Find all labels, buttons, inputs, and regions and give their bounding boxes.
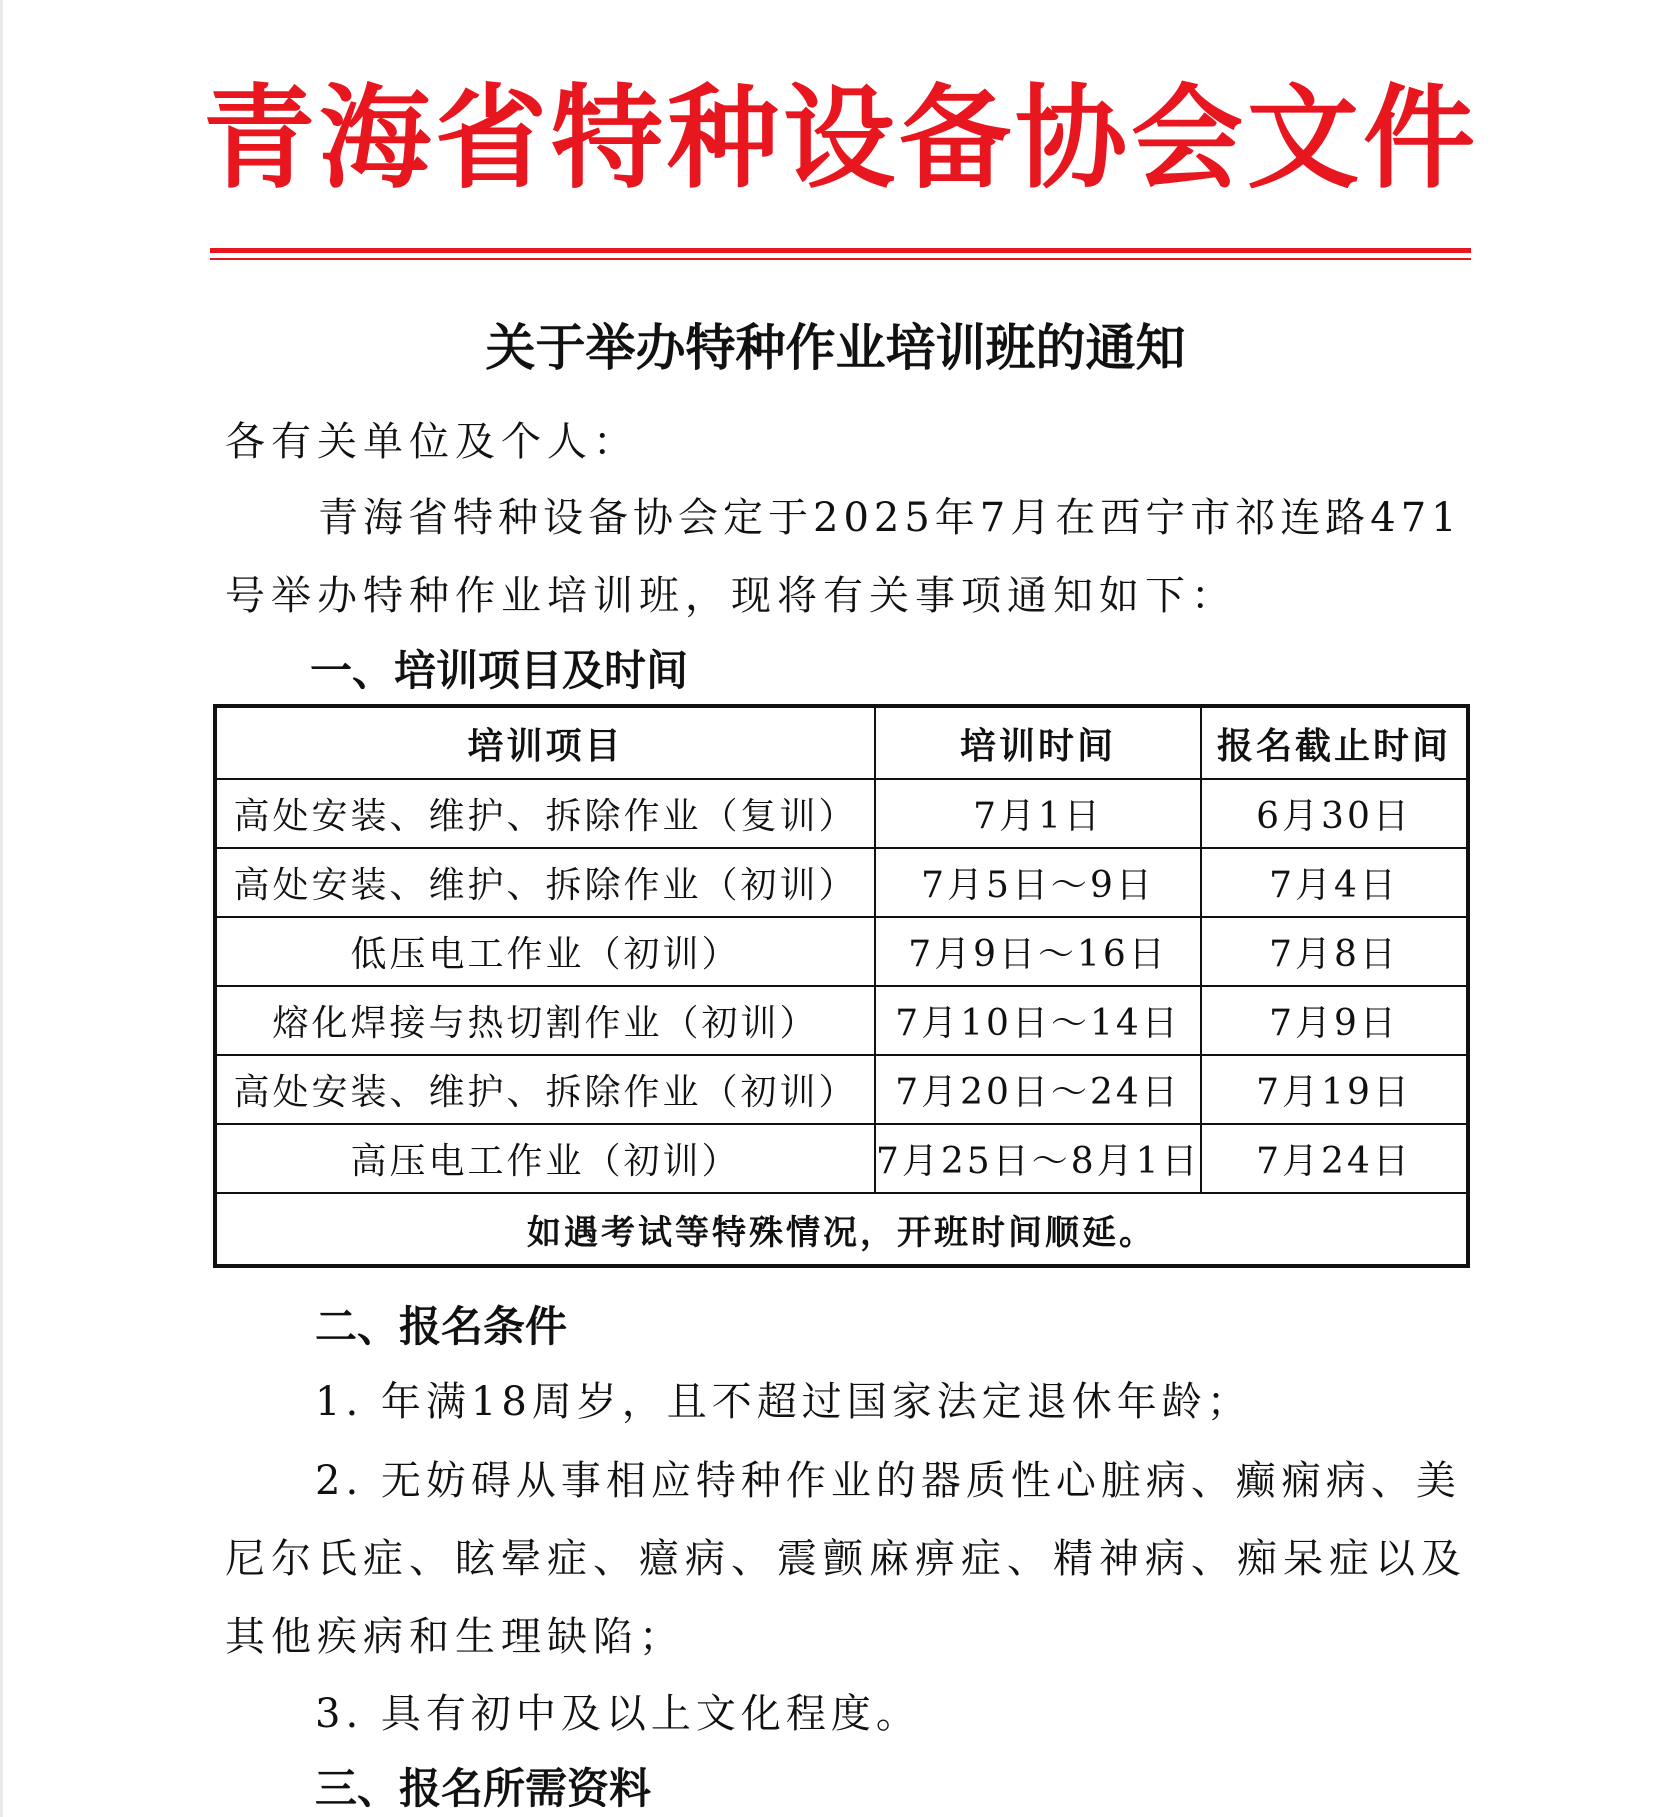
header-red-rule-thin: [210, 258, 1471, 260]
table-row: [215, 917, 1468, 986]
cell-project: 熔化焊接与热切割作业（初训）: [215, 986, 875, 1055]
cell-project: 高压电工作业（初训）: [215, 1124, 875, 1193]
table-note: 如遇考试等特殊情况，开班时间顺延。: [215, 1193, 1468, 1266]
header-red-rule: [210, 248, 1471, 253]
cell-time: 7月1日: [875, 779, 1201, 848]
table-row: [215, 986, 1468, 1055]
cell-project: 高处安装、维护、拆除作业（复训）: [215, 779, 875, 848]
section2-heading: 二、报名条件: [315, 1302, 568, 1351]
condition-item-2-line2: 尼尔氏症、眩晕症、癔病、震颤麻痹症、精神病、痴呆症以及: [225, 1536, 1467, 1582]
org-header-title: 青海省特种设备协会文件: [203, 74, 1479, 204]
cell-time: 7月20日～24日: [875, 1055, 1201, 1124]
salutation: 各有关单位及个人：: [225, 419, 639, 465]
table-row: [215, 779, 1468, 848]
cell-deadline: 7月24日: [1201, 1124, 1468, 1193]
cell-time: 7月5日～9日: [875, 848, 1201, 917]
section3-heading: 三、报名所需资料: [315, 1764, 652, 1813]
table-row: [215, 848, 1468, 917]
condition-item-2-line1: 2. 无妨碍从事相应特种作业的器质性心脏病、癫痫病、美: [315, 1458, 1461, 1504]
table-row: [215, 1124, 1468, 1193]
condition-item-3: 3. 具有初中及以上文化程度。: [315, 1691, 921, 1737]
table-header-row: [215, 706, 1468, 779]
column-header-time: 培训时间: [875, 706, 1201, 779]
condition-item-2-line3: 其他疾病和生理缺陷；: [225, 1614, 685, 1660]
cell-deadline: 7月4日: [1201, 848, 1468, 917]
section1-heading: 一、培训项目及时间: [310, 646, 689, 695]
condition-item-1: 1. 年满18周岁，且不超过国家法定退休年龄；: [315, 1379, 1252, 1425]
cell-deadline: 7月19日: [1201, 1055, 1468, 1124]
cell-time: 7月10日～14日: [875, 986, 1201, 1055]
column-header-deadline: 报名截止时间: [1201, 706, 1468, 779]
cell-time: 7月9日～16日: [875, 917, 1201, 986]
cell-project: 低压电工作业（初训）: [215, 917, 875, 986]
document-title: 关于举办特种作业培训班的通知: [485, 319, 1186, 377]
cell-deadline: 6月30日: [1201, 779, 1468, 848]
intro-paragraph-line1: 青海省特种设备协会定于2025年7月在西宁市祁连路471: [318, 495, 1462, 541]
training-schedule-table: [213, 704, 1470, 1268]
cell-time: 7月25日～8月1日: [875, 1124, 1201, 1193]
cell-project: 高处安装、维护、拆除作业（初训）: [215, 1055, 875, 1124]
column-header-project: 培训项目: [215, 706, 875, 779]
cell-deadline: 7月8日: [1201, 917, 1468, 986]
table-note-row: [215, 1193, 1468, 1266]
cell-deadline: 7月9日: [1201, 986, 1468, 1055]
cell-project: 高处安装、维护、拆除作业（初训）: [215, 848, 875, 917]
intro-paragraph-line2: 号举办特种作业培训班，现将有关事项通知如下：: [225, 573, 1237, 619]
table-row: [215, 1055, 1468, 1124]
